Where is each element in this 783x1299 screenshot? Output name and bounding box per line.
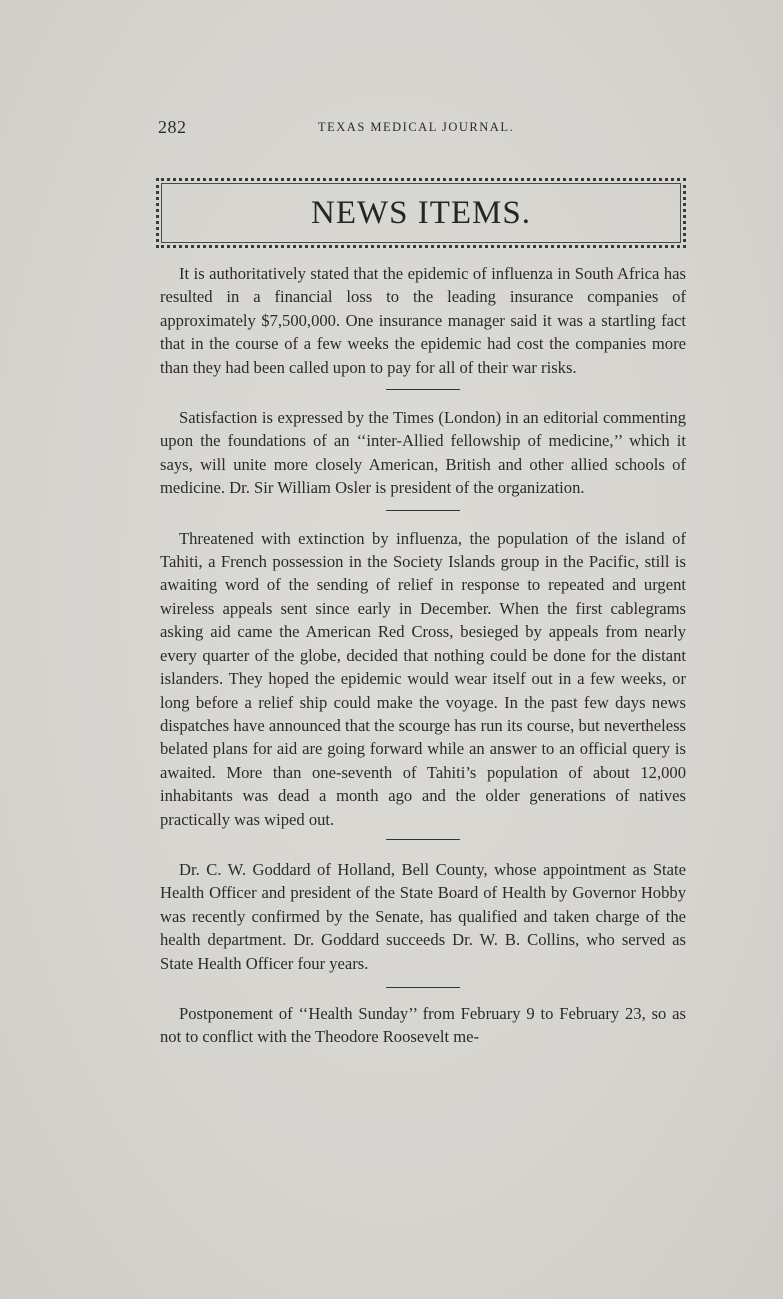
separator-rule (386, 839, 460, 840)
page-header (158, 117, 688, 139)
separator-rule (386, 389, 460, 390)
separator-rule (386, 510, 460, 511)
running-title: TEXAS MEDICAL JOURNAL. (318, 120, 515, 134)
news-item-paragraph: Dr. C. W. Goddard of Holland, Bell County, whose appointment as State Health Officer and president of the State Board of Health by Governor Hobby was recently confirmed by the Senate, has qualified and taken charge of the health department. Dr. Goddard succeeds Dr. W. B. Collins, who served as State Health Officer four years. (160, 859, 686, 973)
news-items-body (160, 262, 686, 1049)
news-item-paragraph: Threatened with extinction by influenza, the population of the island of Tahiti, a French possession in the Society Islands group in the Pacific, still is awaiting word of the sending of relief in response to repeated and urgent wireless appeals sent since early in December. When the first cablegrams asking aid came the American Red Cross, besieged by appeals from nearly every quarter of the globe, decided that nothing could be done for the distant islanders. They hoped the epidemic would wear itself out in a few weeks, or long before a relief ship could make the voyage. In the past few days news dispatches have announced that the scourge has run its course, but nevertheless belated plans for aid are going forward while an answer to an official query is awaited. More than one-seventh of Tahiti’s population of about 12,000 inhabitants was dead a month ago and the older generations of natives practically was wiped out. (160, 528, 686, 829)
news-item-paragraph: It is authoritatively stated that the epidemic of influenza in South Africa has resulted in a financial loss to the leading insurance companies of approximately $7,500,000. One insurance manager said it was a startling fact that in the course of a few weeks the epidemic had cost the companies more than they had been called upon to pay for all of their war risks. (160, 264, 686, 377)
section-title-box (156, 178, 686, 248)
separator-rule (386, 987, 460, 988)
section-title: NEWS ITEMS. (311, 195, 531, 231)
news-item-paragraph: Postponement of ‘‘Health Sunday’’ from February 9 to February 23, so as not to conflict with the Theodore Roosevelt me- (160, 1003, 686, 1047)
page-number: 282 (158, 117, 187, 137)
news-item-paragraph: Satisfaction is expressed by the Times (London) in an editorial commenting upon the foundations of an ‘‘inter-Allied fellowship of medicine,’’ which it says, will unite more closely American, British and other allied schools of medicine. Dr. Sir William Osler is president of the organization. (160, 408, 686, 498)
